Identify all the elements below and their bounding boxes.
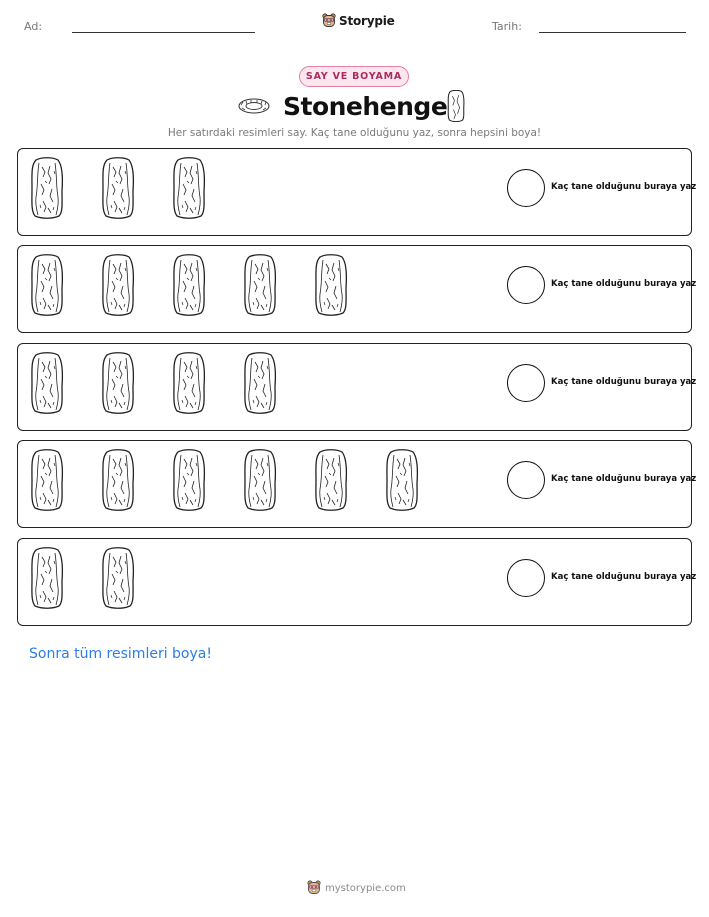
standing-stone-icon (100, 352, 136, 418)
standing-stone-icon (171, 449, 207, 515)
date-line[interactable] (539, 32, 686, 33)
answer-circle[interactable] (507, 559, 545, 597)
storypie-bear-icon (307, 880, 321, 896)
count-row-5 (17, 538, 697, 626)
standing-stone-icon (171, 254, 207, 320)
footer-site: mystorypie.com (325, 882, 406, 894)
answer-label: Kaç tane olduğunu buraya yaz (551, 377, 697, 387)
standing-stone-icon (171, 157, 207, 223)
standing-stone-icon (100, 547, 136, 613)
page-title: Stonehenge (283, 92, 448, 121)
standing-stone-icon (100, 254, 136, 320)
standing-stone-icon (384, 449, 420, 515)
count-row-2 (17, 245, 697, 333)
count-row-4 (17, 440, 697, 528)
standing-stone-icon (242, 449, 278, 515)
activity-badge: SAY VE BOYAMA (299, 66, 409, 87)
storypie-bear-icon (322, 13, 336, 29)
storypie-logo (322, 13, 395, 29)
standing-stone-icon (313, 254, 349, 320)
standing-stone-icon (171, 352, 207, 418)
instructions: Her satırdaki resimleri say. Kaç tane olduğunu yaz, sonra hepsini boya! (167, 127, 542, 139)
stone-ring-icon (237, 96, 271, 116)
standing-stone-icon (100, 449, 136, 515)
count-row-3 (17, 343, 697, 431)
standing-stone-icon (242, 352, 278, 418)
answer-label: Kaç tane olduğunu buraya yaz (551, 572, 697, 582)
name-line[interactable] (72, 32, 255, 33)
standing-stone-icon (242, 254, 278, 320)
standing-stone-icon (29, 157, 65, 223)
answer-circle[interactable] (507, 364, 545, 402)
count-row-1 (17, 148, 697, 236)
answer-circle[interactable] (507, 461, 545, 499)
standing-stone-icon (29, 449, 65, 515)
brand-name: Storypie (339, 14, 395, 28)
standing-stone-icon (29, 352, 65, 418)
standing-stone-icon (29, 254, 65, 320)
standing-stone-icon (313, 449, 349, 515)
answer-label: Kaç tane olduğunu buraya yaz (551, 182, 697, 192)
answer-label: Kaç tane olduğunu buraya yaz (551, 279, 697, 289)
standing-stone-icon (100, 157, 136, 223)
footer-note: Sonra tüm resimleri boya! (29, 646, 212, 662)
standing-stone-icon (29, 547, 65, 613)
answer-circle[interactable] (507, 266, 545, 304)
standing-stone-icon (447, 90, 465, 122)
answer-circle[interactable] (507, 169, 545, 207)
date-label: Tarih: (492, 20, 522, 33)
name-label: Ad: (24, 20, 43, 33)
answer-label: Kaç tane olduğunu buraya yaz (551, 474, 697, 484)
footer (307, 880, 406, 896)
